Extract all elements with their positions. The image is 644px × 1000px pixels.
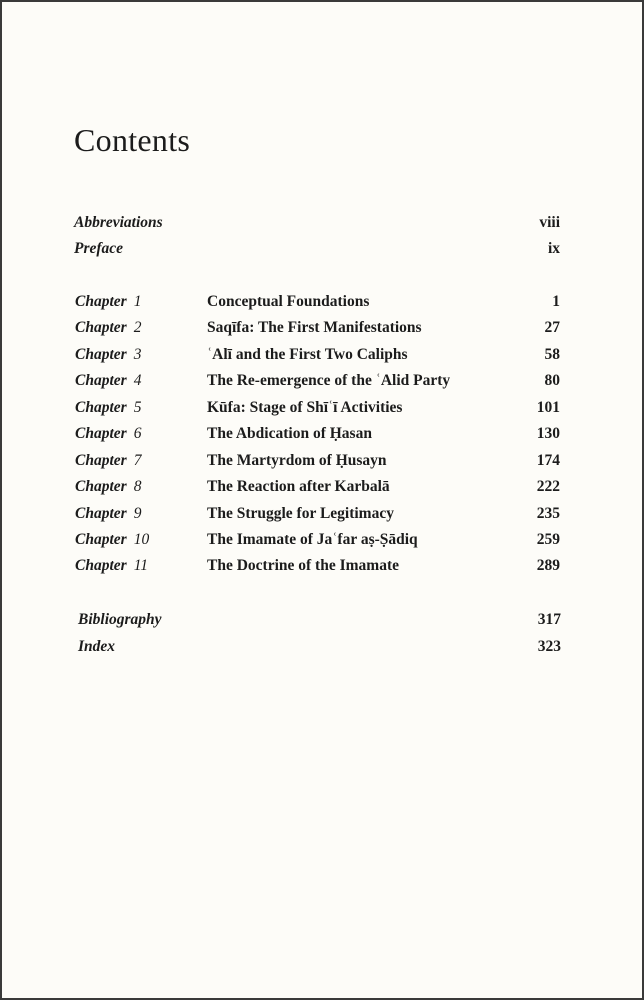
chapter-number: 4 <box>133 372 142 389</box>
toc-entry-abbreviations <box>74 212 560 234</box>
chapter-title: The Struggle for Legitimacy <box>207 505 394 522</box>
chapter-title: The Reaction after Karbalā <box>207 478 390 495</box>
page-number: 58 <box>544 346 560 363</box>
toc-entry-chapter-7 <box>75 450 560 472</box>
chapter-word: Chapter <box>75 478 127 495</box>
page-number: 1 <box>552 293 560 310</box>
page-number: 27 <box>544 319 560 336</box>
chapter-word: Chapter <box>75 557 127 574</box>
front-matter-label: Preface <box>74 240 124 257</box>
toc-entry-chapter-1 <box>75 291 560 313</box>
chapter-title: ʿAlī and the First Two Caliphs <box>207 346 408 363</box>
toc-entry-chapter-2 <box>75 317 560 339</box>
chapter-word: Chapter <box>75 425 127 442</box>
chapter-number: 11 <box>133 557 149 574</box>
chapter-label <box>75 529 149 551</box>
chapter-title: Saqīfa: The First Manifestations <box>207 319 422 336</box>
toc-entry-chapter-9 <box>75 503 560 525</box>
chapter-number: 2 <box>133 319 142 336</box>
chapter-number: 5 <box>133 399 142 416</box>
chapter-label <box>75 397 141 419</box>
toc-entry-chapter-3 <box>75 344 560 366</box>
page-number: ix <box>547 240 560 257</box>
chapter-word: Chapter <box>75 319 127 336</box>
chapter-number: 10 <box>133 531 150 548</box>
chapter-number: 7 <box>133 452 142 469</box>
chapter-label <box>75 555 148 577</box>
chapter-title: The Re-emergence of the ʿAlid Party <box>207 372 451 389</box>
toc-entry-preface <box>74 238 560 260</box>
page-number: 323 <box>537 638 561 655</box>
chapter-title: Kūfa: Stage of Shīʿī Activities <box>207 399 403 416</box>
toc-entry-chapter-10 <box>75 529 560 551</box>
page-number: 101 <box>536 399 560 416</box>
chapter-label <box>75 344 141 366</box>
chapter-label <box>75 423 141 445</box>
chapter-label <box>75 476 141 498</box>
chapter-label <box>75 291 141 313</box>
chapter-word: Chapter <box>75 346 127 363</box>
chapter-number: 6 <box>133 425 142 442</box>
toc-entry-bibliography <box>78 609 561 631</box>
contents-heading: Contents <box>74 122 191 158</box>
chapter-title: The Martyrdom of Ḥusayn <box>207 452 387 469</box>
page-number: 222 <box>536 478 560 495</box>
chapter-number: 9 <box>133 505 142 522</box>
toc-entry-chapter-4 <box>75 370 560 392</box>
chapter-number: 1 <box>133 293 142 310</box>
page-number: viii <box>539 214 560 231</box>
chapter-label <box>75 450 141 472</box>
chapter-word: Chapter <box>75 531 127 548</box>
chapter-label <box>75 503 141 525</box>
chapter-word: Chapter <box>75 399 127 416</box>
page-number: 317 <box>537 611 561 628</box>
chapter-label <box>75 317 141 339</box>
chapter-title: The Doctrine of the Imamate <box>207 557 399 574</box>
chapter-number: 8 <box>133 478 142 495</box>
toc-entry-chapter-6 <box>75 423 560 445</box>
chapter-word: Chapter <box>75 293 127 310</box>
chapter-word: Chapter <box>75 505 127 522</box>
page-number: 130 <box>536 425 560 442</box>
chapter-number: 3 <box>133 346 142 363</box>
back-matter-label: Index <box>78 638 116 655</box>
chapter-word: Chapter <box>75 452 127 469</box>
toc-entry-chapter-11 <box>75 555 560 577</box>
chapter-word: Chapter <box>75 372 127 389</box>
chapter-title: The Imamate of Jaʿfar aṣ-Ṣādiq <box>207 531 418 548</box>
page-number: 259 <box>536 531 560 548</box>
chapter-label <box>75 370 141 392</box>
toc-entry-index <box>78 636 561 658</box>
toc-entry-chapter-5 <box>75 397 560 419</box>
page-number: 174 <box>536 452 560 469</box>
page-number: 235 <box>536 505 560 522</box>
page-number: 289 <box>536 557 560 574</box>
back-matter-label: Bibliography <box>78 611 162 628</box>
chapter-title: The Abdication of Ḥasan <box>207 425 372 442</box>
front-matter-label: Abbreviations <box>74 214 163 231</box>
page-number: 80 <box>544 372 560 389</box>
chapter-title: Conceptual Foundations <box>207 293 370 310</box>
toc-entry-chapter-8 <box>75 476 560 498</box>
